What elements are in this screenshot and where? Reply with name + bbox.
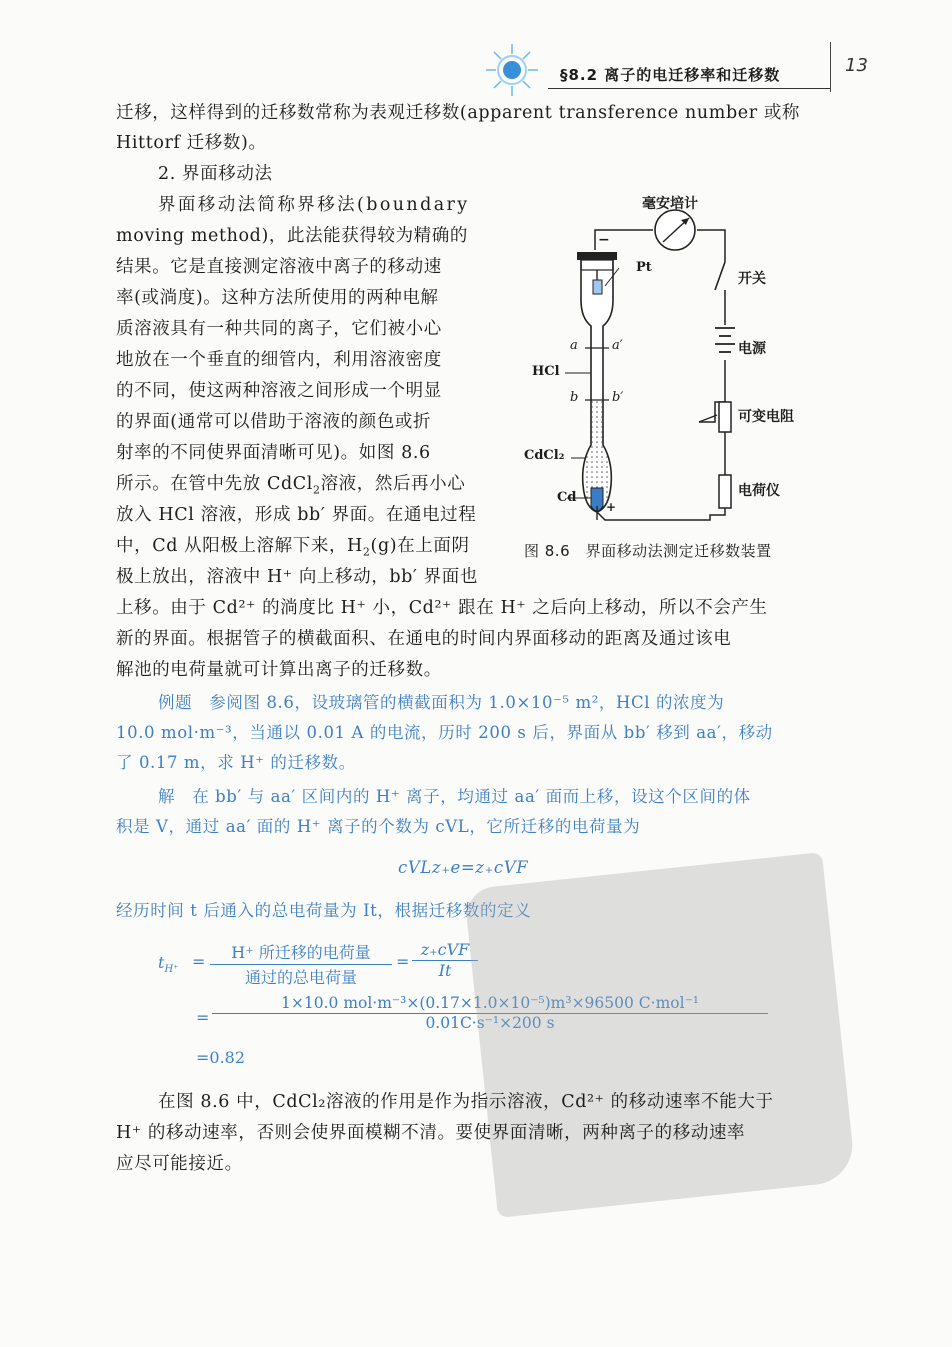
text-line: 所示。在管中先放 CdCl$_2$溶液，然后再小心 [116, 474, 466, 497]
example-line: 10.0 mol·m⁻³，当通以 0.01 A 的电流，历时 200 s 后，界面从 bb′ 移到 aa′，移动 [116, 723, 773, 742]
example-line: 了 0.17 m，求 H⁺ 的迁移数。 [116, 753, 356, 772]
figure-caption: 图 8.6 界面移动法测定迁移数装置 [524, 542, 772, 560]
fraction-denominator: 0.01C·s⁻¹×200 s [425, 1014, 555, 1032]
rheostat-icon [719, 402, 731, 432]
subheading: 2. 界面移动法 [158, 164, 273, 184]
text-line: 地放在一个垂直的细管内，利用溶液密度 [116, 350, 442, 370]
label-rheostat: 可变电阻 [738, 409, 794, 425]
header-divider [830, 42, 831, 92]
watermark-stamp [464, 852, 857, 1218]
text-line: 在图 8.6 中，CdCl₂溶液的作用是作为指示溶液，Cd²⁺ 的移动速率不能大于 [158, 1092, 774, 1112]
text-line: 应尽可能接近。 [116, 1154, 243, 1174]
fraction-numerator: z₊cVF [412, 940, 478, 961]
t-symbol: $t_{H^+}$ [158, 953, 179, 976]
text-line: Hittorf 迁移数)。 [116, 133, 267, 153]
atom-logo-icon [482, 40, 542, 100]
power-icon [715, 328, 735, 352]
label-plus: + [606, 500, 617, 514]
fraction-numerator: 1×10.0 mol·m⁻³×(0.17×1.0×10⁻⁵)m³×96500 C·mol⁻¹ [212, 994, 768, 1014]
text-line: 放入 HCl 溶液，形成 bb′ 界面。在通电过程 [116, 505, 477, 525]
label-b-prime: b′ [612, 390, 624, 405]
fraction-denominator: 通过的总电荷量 [244, 968, 357, 987]
label-a-prime: a′ [612, 338, 623, 353]
pt-cap [577, 252, 617, 260]
pt-electrode [593, 280, 602, 294]
example-line: 例题 参阅图 8.6，设玻璃管的横截面积为 1.0×10⁻⁵ m²，HCl 的浓度为 [158, 693, 725, 712]
label-pt: Pt [636, 260, 652, 275]
solution-line: 解 在 bb′ 与 aa′ 区间内的 H⁺ 离子，均通过 aa′ 面而上移，设这个区间的体 [158, 787, 751, 806]
solution-line: 积是 V，通过 aa′ 面的 H⁺ 离子的个数为 cVL，它所迁移的电荷量为 [116, 817, 641, 836]
coulometer-icon [719, 475, 731, 508]
text-line: 射率的不同使界面清晰可见)。如图 8.6 [116, 443, 431, 463]
result: =0.82 [196, 1048, 246, 1067]
text-line: 迁移，这样得到的迁移数常称为表观迁移数(apparent transference number 或称 [116, 103, 801, 123]
section-title: §8.2 离子的电迁移率和迁移数 [560, 66, 781, 84]
text-line: 极上放出，溶液中 H⁺ 向上移动，bb′ 界面也 [116, 567, 478, 587]
label-hcl: HCl [532, 364, 560, 379]
equals-sign: = [396, 952, 410, 971]
switch-icon [715, 262, 725, 290]
text-line: 解池的电荷量就可计算出离子的迁移数。 [116, 660, 442, 680]
text-line: 的界面(通常可以借助于溶液的颜色或折 [116, 412, 432, 432]
label-minus: − [598, 232, 610, 248]
fraction-numerator: H⁺ 所迁移的电荷量 [210, 940, 392, 965]
text-line: H⁺ 的移动速率，否则会使界面模糊不清。要使界面清晰，两种离子的移动速率 [116, 1123, 746, 1143]
text-line: 质溶液具有一种共同的离子，它们被小心 [116, 319, 442, 339]
label-a: a [570, 338, 578, 353]
label-cdcl2: CdCl₂ [524, 448, 565, 463]
fraction-symbolic [412, 940, 478, 980]
page-number: 13 [845, 55, 868, 76]
equation-charge: cVLz₊e=z₊cVF [398, 858, 529, 877]
figure-apparatus [515, 190, 835, 530]
label-b: b [570, 390, 579, 405]
text-line: 结果。它是直接测定溶液中离子的移动速 [116, 257, 442, 277]
fraction-denominator: It [438, 961, 452, 980]
label-power: 电源 [738, 341, 766, 357]
solution-line: 经历时间 t 后通入的总电荷量为 It，根据迁移数的定义 [116, 901, 532, 920]
label-coulometer: 电荷仪 [738, 483, 780, 499]
text-line: 的不同，使这两种溶液之间形成一个明显 [116, 381, 442, 401]
text-line: moving method)，此法能获得较为精确的 [116, 226, 468, 246]
header-rule [548, 88, 830, 89]
text-line: 中，Cd 从阳极上溶解下来，$H_2(g)$在上面阴 [116, 536, 470, 559]
label-cd: Cd [557, 490, 577, 505]
text-line: 新的界面。根据管子的横截面积、在通电的时间内界面移动的距离及通过该电 [116, 629, 732, 649]
label-milliammeter: 毫安培计 [642, 196, 698, 212]
fraction-definition [210, 940, 392, 988]
equals-sign: = [192, 952, 206, 971]
label-switch: 开关 [738, 271, 766, 287]
text-line: 上移。由于 Cd²⁺ 的淌度比 H⁺ 小，Cd²⁺ 跟在 H⁺ 之后向上移动，所以不会产生 [116, 598, 768, 618]
equals-sign: = [196, 1008, 210, 1027]
text-line: 率(或淌度)。这种方法所使用的两种电解 [116, 288, 439, 308]
text-line: 界面移动法简称界移法(boundary [158, 195, 470, 215]
